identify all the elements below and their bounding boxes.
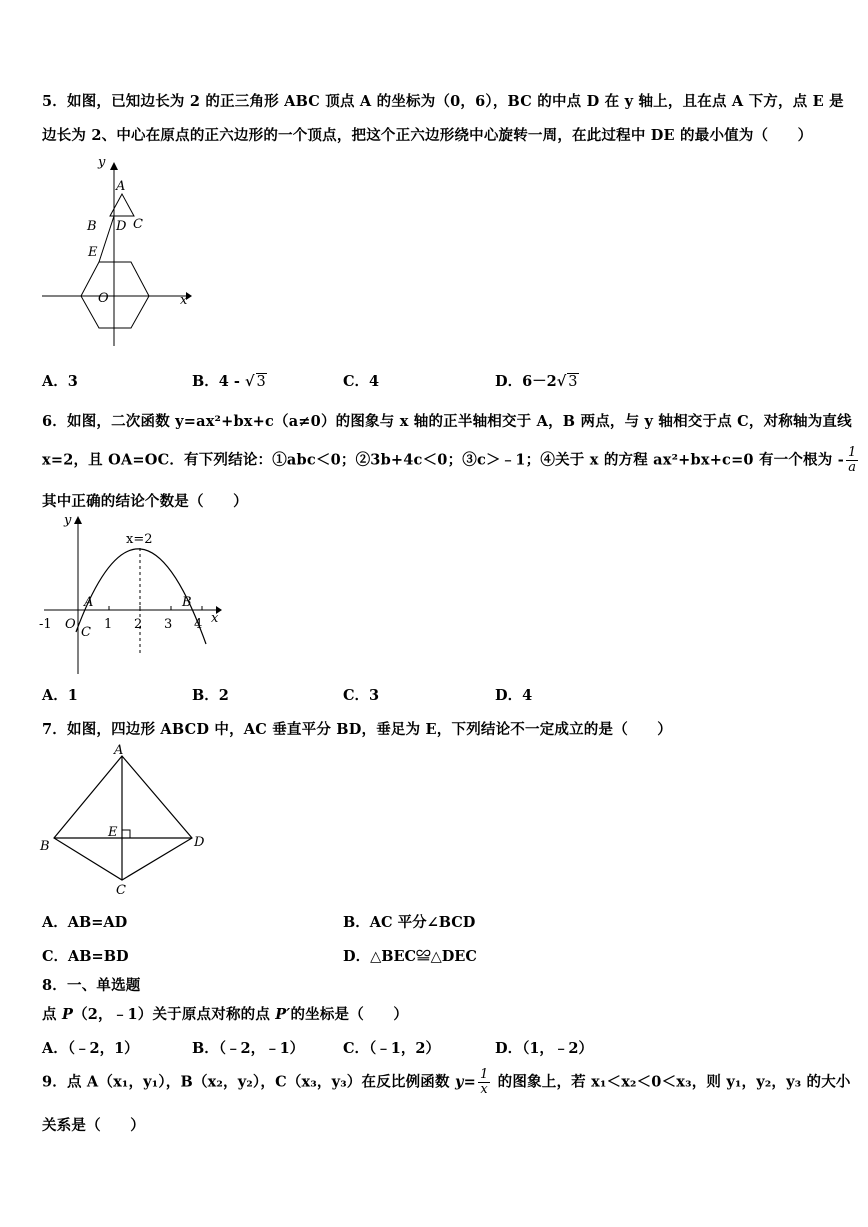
q5-label-a: A xyxy=(116,179,126,194)
q9-frac-num: 1 xyxy=(479,1067,489,1082)
q9-line2: 关系是（ ） xyxy=(42,1117,145,1134)
q6-label-a: A xyxy=(84,595,94,610)
q5-label-c: C xyxy=(133,217,143,232)
q5-option-a[interactable]: A．3 xyxy=(42,373,78,390)
q7-label-d: D xyxy=(194,835,205,850)
q5-option-c[interactable]: C．4 xyxy=(343,373,380,390)
q6-fraction xyxy=(846,446,858,475)
q8-option-b[interactable]: B．（﹣2，﹣1） xyxy=(192,1040,305,1057)
q7-label-c: C xyxy=(116,883,126,898)
q8-point-p-prime: P′ xyxy=(275,1006,291,1023)
q5-line2: 边长为 2、中心在原点的正六边形的一个顶点，把这个正六边形绕中心旋转一周，在此过程中 DE 的最小值为（ ） xyxy=(42,127,813,144)
q7-option-b[interactable]: B．AC 平分∠BCD xyxy=(343,914,476,931)
q6-tick-neg1: -1 xyxy=(39,617,52,632)
q6-tick-3: 3 xyxy=(164,617,173,632)
q7-line1: 7．如图，四边形 ABCD 中，AC 垂直平分 BD，垂足为 E，下列结论不一定成立的是（ ） xyxy=(42,721,672,738)
q9-fraction xyxy=(478,1068,490,1097)
q5-label-x: x xyxy=(180,293,188,308)
q7-option-a[interactable]: A．AB=AD xyxy=(42,914,128,931)
q8-option-d[interactable]: D．（1，﹣2） xyxy=(495,1040,594,1057)
q6-tick-2: 2 xyxy=(134,617,143,632)
q5-option-d-prefix: D．6－2 xyxy=(495,373,557,390)
q7-label-e: E xyxy=(108,825,118,840)
q7-figure xyxy=(36,742,216,902)
q6-option-c[interactable]: C．3 xyxy=(343,687,380,704)
q6-frac-den: a xyxy=(848,460,857,475)
q9-line1 xyxy=(42,1068,851,1097)
q5-option-d-radicand: 3 xyxy=(568,374,578,390)
q7-label-a: A xyxy=(114,743,124,758)
sqrt-symbol-icon: √ xyxy=(556,373,567,390)
q8-line2-c: 的坐标是（ ） xyxy=(290,1006,409,1023)
q6-label-axis: x=2 xyxy=(126,532,153,547)
q5-line1: 5．如图，已知边长为 2 的正三角形 ABC 顶点 A 的坐标为（0，6），BC 的中点 D 在 y 轴上，且在点 A 下方，点 E 是 xyxy=(42,93,844,110)
q9-line1-b: 的图象上，若 x₁＜x₂＜0＜x₃，则 y₁，y₂，y₃ 的大小 xyxy=(492,1073,851,1091)
q5-option-b[interactable] xyxy=(192,370,267,391)
q7-option-c[interactable]: C．AB=BD xyxy=(42,948,129,965)
q8-line1: 8．一、单选题 xyxy=(42,977,141,994)
q5-label-b: B xyxy=(87,219,97,234)
q6-label-c: C xyxy=(81,625,91,640)
q6-line2-text: x=2，且 OA=OC．有下列结论：①abc＜0；②3b+4c＜0；③c＞﹣1；④关于 x 的方程 ax²+bx+c=0 有一个根为 - xyxy=(42,451,844,469)
q5-label-e: E xyxy=(88,245,98,260)
q6-line1: 6．如图，二次函数 y=ax²+bx+c（a≠0）的图象与 x 轴的正半轴相交于 A，B 两点，与 y 轴相交于点 C，对称轴为直线 xyxy=(42,413,852,430)
q8-point-p: P xyxy=(61,1006,74,1023)
q6-line3: 其中正确的结论个数是（ ） xyxy=(42,493,248,510)
q5-option-b-radicand: 3 xyxy=(256,374,266,390)
q6-option-d[interactable]: D．4 xyxy=(495,687,533,704)
q6-frac-num: 1 xyxy=(847,445,857,460)
q6-tick-4: 4 xyxy=(194,617,203,632)
q8-line2 xyxy=(42,1003,408,1024)
sqrt-symbol-icon: √ xyxy=(244,373,255,390)
q5-option-b-prefix: B．4 - xyxy=(192,373,240,390)
q9-line1-a: 9．点 A（x₁，y₁），B（x₂，y₂），C（x₃，y₃）在反比例函数 xyxy=(42,1073,455,1091)
q6-figure xyxy=(36,510,226,680)
q8-option-a[interactable]: A．（﹣2，1） xyxy=(42,1040,139,1057)
q5-label-o: O xyxy=(98,291,109,306)
q6-tick-1: 1 xyxy=(104,617,113,632)
q8-line2-b: （2，﹣1）关于原点对称的点 xyxy=(73,1006,276,1023)
q6-line2 xyxy=(42,446,860,475)
q6-label-y: y xyxy=(64,513,72,528)
q9-frac-den: x xyxy=(480,1082,488,1097)
q6-option-a[interactable]: A．1 xyxy=(42,687,78,704)
q8-option-c[interactable]: C．（﹣1，2） xyxy=(343,1040,440,1057)
q8-line2-a: 点 xyxy=(42,1006,62,1023)
q5-label-d: D xyxy=(116,219,127,234)
q5-label-y: y xyxy=(98,155,106,170)
q5-option-d[interactable] xyxy=(495,370,579,391)
q9-function: y= xyxy=(454,1073,476,1091)
q5-figure xyxy=(36,152,206,352)
q6-option-b[interactable]: B．2 xyxy=(192,687,229,704)
q6-label-o: O xyxy=(65,617,76,632)
q7-option-d[interactable]: D．△BEC≌△DEC xyxy=(343,948,477,965)
q6-label-x: x xyxy=(211,611,219,626)
q7-label-b: B xyxy=(40,839,50,854)
q6-label-b: B xyxy=(182,595,192,610)
